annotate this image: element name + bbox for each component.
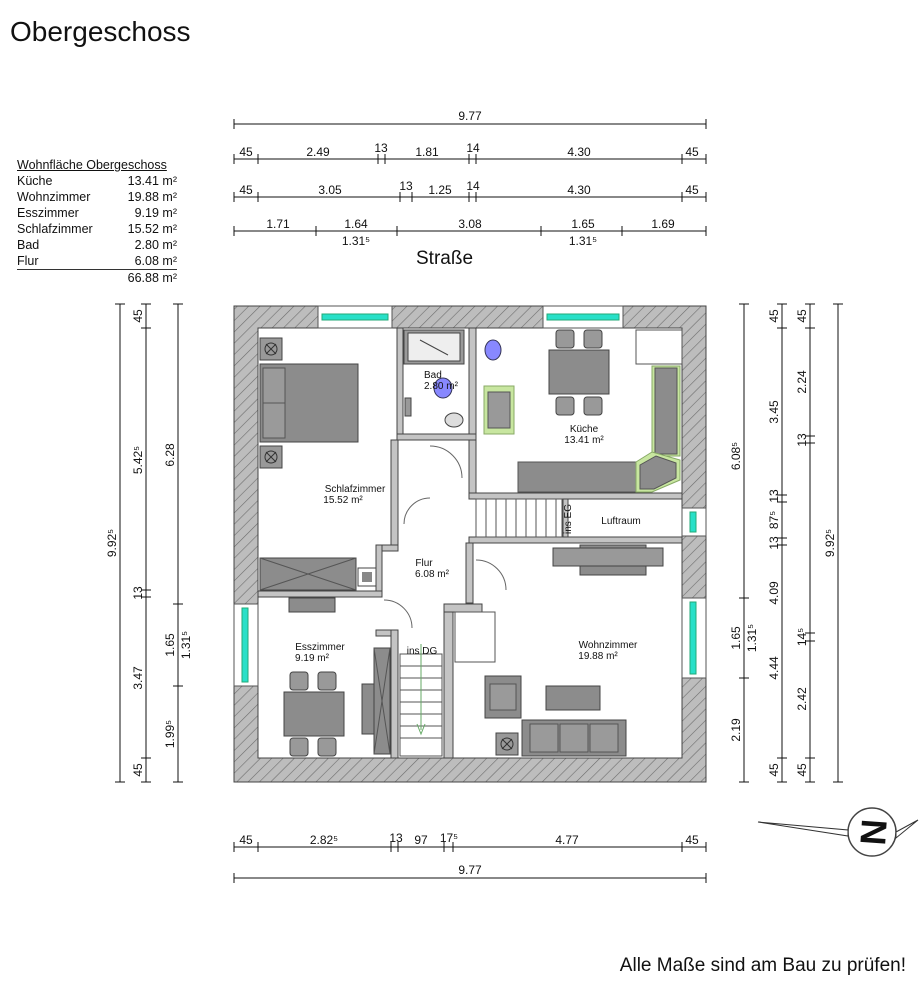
dim-label: 1.31⁵ [179,630,193,660]
dim-label: 45 [239,833,253,847]
dim-label: 45 [685,833,699,847]
area-room-value: 2.80 m² [134,238,177,252]
dim-label: 2.49 [306,145,330,159]
compass-letter: N [852,817,895,847]
dimension-bottom [234,831,706,883]
dim-label: 3.47 [131,666,145,690]
dim-label: 3.08 [458,217,482,231]
dim-label: 13 [389,831,403,845]
dim-label: 1.65 [163,633,177,657]
room-flur-name: Flur [415,558,433,569]
dim-label: 45 [685,183,699,197]
room-esszimmer-area: 9.19 m² [295,653,329,664]
area-room-name: Küche [17,174,53,188]
dim-label: 14 [466,179,480,193]
dimension-right [729,304,843,782]
dim-label: 6.28 [163,443,177,467]
dim-bottom-total: 9.77 [458,863,482,877]
dim-left-outer: 9.92⁵ [105,528,119,558]
dim-label: 14⁵ [795,627,809,647]
dim-label: 1.64 [344,217,368,231]
area-table-heading: Wohnfläche Obergeschoss [17,158,167,172]
dim-label: 4.30 [567,183,591,197]
dim-label: 13 [131,586,145,600]
dimension-left [105,304,193,782]
dim-label: 1.31⁵ [745,623,759,653]
dim-label: 13 [795,433,809,447]
room-bad-name: Bad [424,370,442,381]
dim-label: 1.81 [415,145,439,159]
dim-label: 6.08⁵ [729,441,743,471]
dim-label: 2.24 [795,370,809,394]
dim-label: 4.44 [767,656,781,680]
room-kueche-name: Küche [569,424,599,435]
dim-label: 13 [767,536,781,550]
dim-label: 5.42⁵ [131,445,145,475]
area-room-value: 13.41 m² [127,174,177,188]
area-total: 66.88 m² [127,271,177,285]
dim-label: 17⁵ [439,831,459,845]
area-room-name: Flur [17,254,39,268]
dim-label: 1.65 [571,217,595,231]
dim-label: 2.42 [795,687,809,711]
dim-label: 13 [399,179,413,193]
dim-label: 4.77 [555,833,579,847]
room-flur-area: 6.08 m² [415,569,449,580]
stairs-up-label: ins DG [406,646,438,657]
plan-title: Obergeschoss [10,16,191,47]
dim-label: 4.30 [567,145,591,159]
dim-label: 2.19 [729,718,743,742]
dim-right-outer: 9.92⁵ [823,528,837,558]
dim-label: 3.45 [767,400,781,424]
dim-label: 45 [767,763,781,777]
dim-label: 45 [131,309,145,323]
dim-label: 45 [767,309,781,323]
dim-label: 1.65 [729,626,743,650]
area-room-name: Schlafzimmer [17,222,93,236]
disclaimer-text: Alle Maße sind am Bau zu prüfen! [619,955,906,976]
room-schlafzimmer-area: 15.52 m² [323,495,363,506]
area-room-value: 6.08 m² [134,254,177,268]
dim-label: 1.99⁵ [163,719,177,749]
area-room-value: 15.52 m² [127,222,177,236]
dim-label: 45 [795,763,809,777]
room-luftraum-label: Luftraum [601,516,641,527]
area-room-name: Wohnzimmer [17,190,91,204]
room-wohnzimmer-name: Wohnzimmer [578,640,638,651]
dimension-top [234,109,706,248]
room-bad-area: 2.80 m² [424,381,458,392]
dim-label: 45 [239,145,253,159]
room-schlafzimmer-name: Schlafzimmer [324,484,386,495]
dim-label: 13 [767,489,781,503]
dim-label: 45 [239,183,253,197]
dim-label: 87⁵ [767,510,781,530]
room-esszimmer-name: Esszimmer [295,642,345,653]
dim-label: 13 [374,141,388,155]
dim-label: 45 [795,309,809,323]
room-wohnzimmer-area: 19.88 m² [578,651,618,662]
stairs-down-label: ins EG [563,503,574,535]
dim-label: 1.31⁵ [341,234,371,248]
room-kueche-area: 13.41 m² [564,435,604,446]
area-room-value: 9.19 m² [134,206,177,220]
dim-label: 1.31⁵ [568,234,598,248]
dim-top-total: 9.77 [458,109,482,123]
dim-label: 2.82⁵ [309,833,339,847]
area-room-value: 19.88 m² [127,190,177,204]
area-room-name: Esszimmer [17,206,79,220]
street-label: Straße [416,248,474,269]
dim-label: 3.05 [318,183,342,197]
dim-label: 97 [414,833,428,847]
area-room-name: Bad [17,238,40,252]
compass-icon [758,808,918,856]
dim-label: 45 [131,763,145,777]
dim-label: 1.25 [428,183,452,197]
dim-label: 14 [466,141,480,155]
dim-label: 1.69 [651,217,675,231]
dim-label: 4.09 [767,581,781,605]
dim-label: 45 [685,145,699,159]
dim-label: 1.71 [266,217,290,231]
